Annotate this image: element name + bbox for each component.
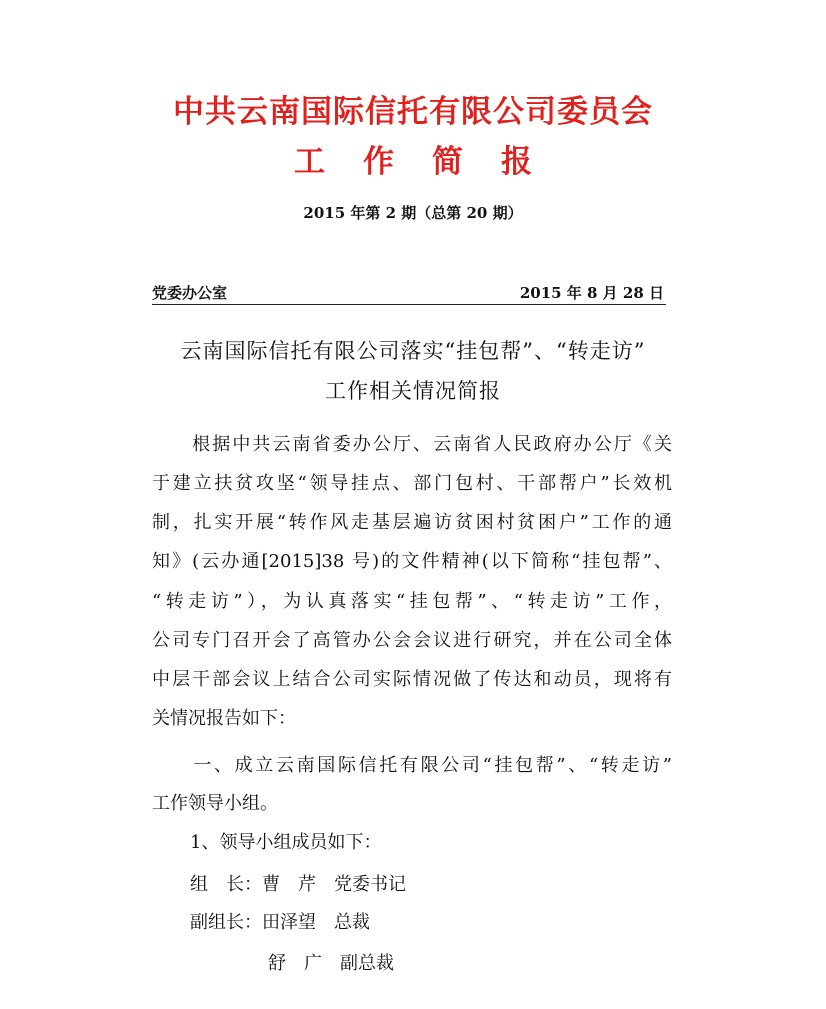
headline-line-1: 云南国际信托有限公司落实“挂包帮”、“转走访”: [180, 339, 646, 363]
member-line: 舒 广 副总裁: [268, 953, 394, 974]
issue-number: 2015 年第 2 期（总第 20 期）: [303, 204, 523, 222]
body-line: 于建立扶贫攻坚“领导挂点、部门包村、干部帮户”长效机: [152, 473, 672, 494]
org-title: 中共云南国际信托有限公司委员会: [173, 94, 653, 130]
body-line: “转走访”），为认真落实“挂包帮”、“转走访”工作，: [152, 591, 672, 612]
doc-type-title: 工作简报: [294, 144, 570, 180]
list-heading: 1、领导小组成员如下：: [190, 832, 382, 853]
member-line: 副组长：田泽望 总裁: [190, 912, 370, 933]
section-heading-line: 一、成立云南国际信托有限公司“挂包帮”、“转走访”: [152, 755, 672, 776]
section-heading-line: 工作领导小组。: [152, 793, 278, 814]
body-line: 知》(云办通[2015]38 号)的文件精神(以下简称“挂包帮”、: [152, 551, 672, 572]
headline-line-2: 工作相关情况简报: [325, 379, 501, 403]
body-line: 公司专门召开会了高管办公会会议进行研究，并在公司全体: [152, 630, 672, 651]
body-line: 关情况报告如下：: [152, 708, 296, 729]
body-line: 制，扎实开展“转作风走基层遍访贫困村贫困户”工作的通: [152, 512, 672, 533]
body-line: 中层干部会议上结合公司实际情况做了传达和动员，现将有: [152, 669, 672, 690]
issuer-name: 党委办公室: [152, 284, 228, 302]
issue-date: 2015 年 8 月 28 日: [519, 284, 664, 302]
issuer-row: [152, 282, 666, 305]
body-line: 根据中共云南省委办公厅、云南省人民政府办公厅《关: [152, 434, 672, 455]
member-line: 组 长：曹 芹 党委书记: [190, 874, 406, 895]
